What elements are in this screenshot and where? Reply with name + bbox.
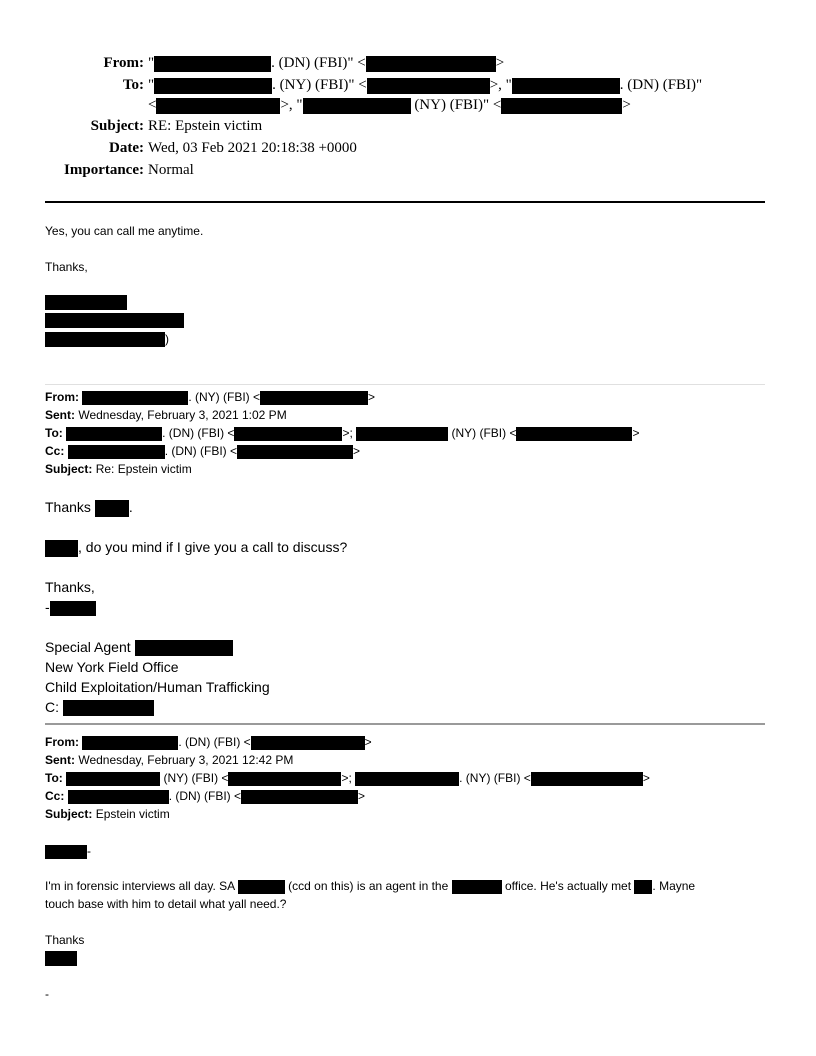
redaction-block xyxy=(516,427,632,441)
msg2-sig-cell-label: C: xyxy=(45,699,59,715)
header-date-value: Wed, 03 Feb 2021 20:18:38 +0000 xyxy=(148,140,357,156)
redaction-block xyxy=(63,700,154,716)
signature-redaction-title xyxy=(45,313,184,328)
msg3-from-close: > xyxy=(364,735,372,749)
redaction-block xyxy=(66,772,160,786)
msg3-body-text-4: . Mayne xyxy=(652,879,696,893)
redaction-block xyxy=(237,445,353,459)
redaction-block xyxy=(66,427,162,441)
redaction-block xyxy=(367,78,490,94)
msg2-cc-row xyxy=(45,443,360,459)
header-from-org: . (DN) (FBI)" < xyxy=(271,55,366,71)
redaction-block xyxy=(68,790,169,804)
header-to2-org: (NY) (FBI)" < xyxy=(410,97,502,113)
msg2-to-row xyxy=(45,425,639,441)
redaction-block xyxy=(355,772,459,786)
msg2-sig-title xyxy=(45,638,233,656)
msg3-signature-redaction xyxy=(45,951,77,966)
reply-body: Yes, you can call me anytime. xyxy=(45,224,204,238)
redaction-block xyxy=(45,845,87,859)
msg3-sent-row xyxy=(45,752,293,768)
redaction-block xyxy=(95,500,129,517)
msg3-to-org2: . (NY) (FBI) < xyxy=(459,771,531,785)
message-divider xyxy=(45,723,765,725)
msg3-cc-label: Cc: xyxy=(45,789,65,803)
msg2-to-org: . (DN) (FBI) < xyxy=(162,426,235,440)
signature-redaction-name xyxy=(45,295,127,310)
msg2-subject-value: Re: Epstein victim xyxy=(95,462,192,476)
header-from-close: > xyxy=(495,55,505,71)
msg2-sent-row xyxy=(45,407,287,423)
msg3-subject-label: Subject: xyxy=(45,807,93,821)
header-to-row-2 xyxy=(148,96,631,114)
msg3-cc-row xyxy=(45,788,365,804)
header-to2-close: > xyxy=(622,97,631,113)
msg3-body-text-1: I'm in forensic interviews all day. SA xyxy=(45,879,235,893)
redaction-block xyxy=(501,98,622,114)
header-to-sep: >, " xyxy=(489,77,512,93)
msg3-to-row xyxy=(45,770,650,786)
msg2-thanks-period: . xyxy=(128,499,133,515)
msg2-subject-label: Subject: xyxy=(45,462,93,476)
msg2-closing: Thanks, xyxy=(45,579,95,595)
header-importance-value: Normal xyxy=(148,162,194,178)
signature-redaction-phone xyxy=(45,331,169,347)
redaction-block xyxy=(135,640,233,656)
message-divider xyxy=(45,384,765,385)
redaction-block xyxy=(303,98,411,114)
redaction-block xyxy=(356,427,448,441)
msg3-sent-value: Wednesday, February 3, 2021 12:42 PM xyxy=(78,753,294,767)
redaction-block xyxy=(82,391,188,405)
redaction-block xyxy=(366,56,496,72)
header-from-label: From: xyxy=(103,55,144,71)
redaction-block xyxy=(50,601,96,616)
header-to2-open: < xyxy=(148,97,157,113)
redaction-block xyxy=(238,880,285,894)
header-to-label: To: xyxy=(122,77,144,93)
msg3-trailing-dash: - xyxy=(45,987,49,1001)
msg2-to-close: > xyxy=(632,426,640,440)
msg2-thanks xyxy=(45,498,133,517)
redaction-block xyxy=(82,736,178,750)
msg2-question-text: , do you mind if I give you a call to discuss? xyxy=(78,539,348,555)
msg3-from-row xyxy=(45,734,372,750)
header-to-quote: " xyxy=(148,77,155,93)
msg3-body-line2: touch base with him to detail what yall need.? xyxy=(45,897,287,911)
msg3-to-sep: >; xyxy=(341,771,352,785)
msg3-to-org: (NY) (FBI) < xyxy=(160,771,229,785)
redaction-block xyxy=(251,736,365,750)
msg2-cc-org: . (DN) (FBI) < xyxy=(164,444,238,458)
msg3-sent-label: Sent: xyxy=(45,753,75,767)
redaction-block xyxy=(45,332,165,347)
redaction-block xyxy=(260,391,368,405)
msg2-thanks-text: Thanks xyxy=(45,499,91,515)
msg2-from-label: From: xyxy=(45,390,79,404)
msg2-sent-label: Sent: xyxy=(45,408,75,422)
msg3-cc-close: > xyxy=(358,789,366,803)
header-to-org2: . (DN) (FBI)" xyxy=(619,77,703,93)
msg2-cc-label: Cc: xyxy=(45,444,65,458)
redaction-block xyxy=(531,772,643,786)
header-from-quote: " xyxy=(148,55,155,71)
header-subject-label: Subject: xyxy=(90,118,144,134)
msg3-body-line1 xyxy=(45,878,695,894)
redaction-block xyxy=(634,880,652,894)
header-subject-value: RE: Epstein victim xyxy=(148,118,263,134)
msg2-sig-title-text: Special Agent xyxy=(45,639,131,655)
msg3-greeting-dash: - xyxy=(87,844,91,858)
msg2-sent-value: Wednesday, February 3, 2021 1:02 PM xyxy=(78,408,287,422)
msg3-body-text-3: office. He's actually met xyxy=(501,879,632,893)
header-from-row xyxy=(0,54,816,72)
msg2-to-label: To: xyxy=(45,426,63,440)
msg2-from-org: . (NY) (FBI) < xyxy=(188,390,261,404)
msg3-to-label: To: xyxy=(45,771,63,785)
header-divider xyxy=(45,201,765,203)
msg3-from-org: . (DN) (FBI) < xyxy=(178,735,251,749)
reply-closing: Thanks, xyxy=(45,260,88,274)
msg2-cc-close: > xyxy=(353,444,361,458)
msg3-body-text-2: (ccd on this) is an agent in the xyxy=(284,879,449,893)
redaction-block xyxy=(154,78,272,94)
msg2-sig-unit: Child Exploitation/Human Trafficking xyxy=(45,679,270,695)
redaction-block xyxy=(512,78,620,94)
msg2-from-close: > xyxy=(368,390,376,404)
msg2-subject-row xyxy=(45,461,192,477)
header-to-org: . (NY) (FBI)" < xyxy=(272,77,367,93)
msg3-subject-row xyxy=(45,806,170,822)
signature-paren: ) xyxy=(165,332,169,346)
redaction-block xyxy=(234,427,342,441)
msg2-to-org2: (NY) (FBI) < xyxy=(448,426,517,440)
header-to2-sep: >, " xyxy=(280,97,303,113)
msg3-subject-value: Epstein victim xyxy=(95,807,170,821)
msg3-greeting xyxy=(45,843,91,859)
redaction-block xyxy=(154,56,271,72)
redaction-block xyxy=(452,880,502,894)
msg2-sig-cell xyxy=(45,698,154,716)
msg3-closing: Thanks xyxy=(45,933,85,947)
msg3-to-close: > xyxy=(642,771,650,785)
msg2-sig-office: New York Field Office xyxy=(45,659,179,675)
header-to-row xyxy=(0,76,816,94)
redaction-block xyxy=(228,772,341,786)
msg2-signoff xyxy=(45,598,96,616)
redaction-block xyxy=(241,790,358,804)
header-importance-label: Importance: xyxy=(64,162,144,178)
msg2-question xyxy=(45,538,347,557)
redaction-block xyxy=(45,540,78,557)
redaction-block xyxy=(68,445,165,459)
redaction-block xyxy=(156,98,280,114)
header-date-label: Date: xyxy=(109,140,144,156)
msg2-from-row xyxy=(45,389,375,405)
msg2-dash: - xyxy=(45,599,50,615)
msg3-cc-org: . (DN) (FBI) < xyxy=(168,789,242,803)
msg2-to-sep: >; xyxy=(342,426,353,440)
msg3-from-label: From: xyxy=(45,735,79,749)
